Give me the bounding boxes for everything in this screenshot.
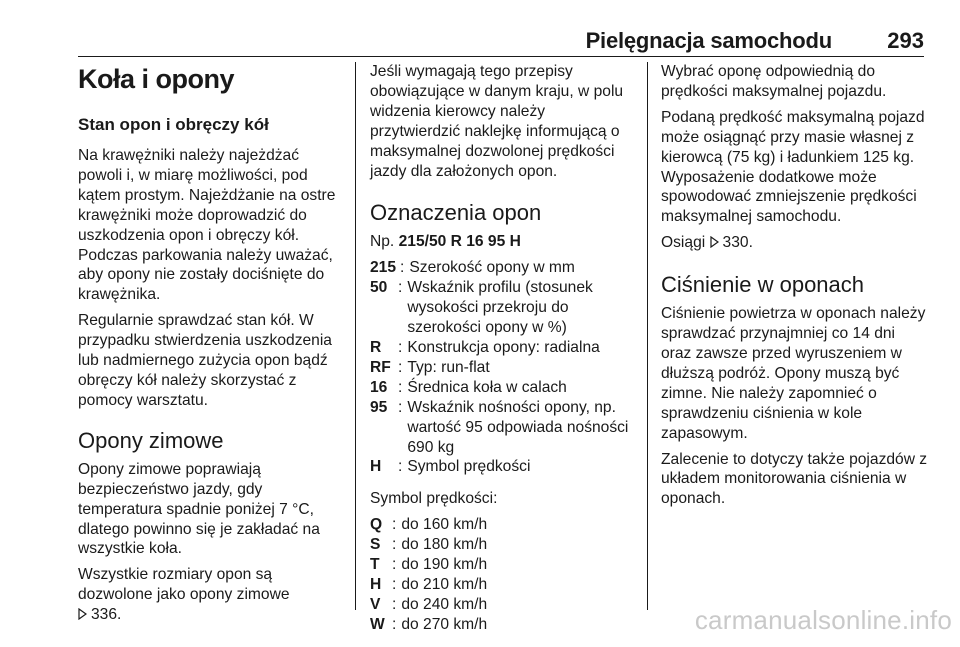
code-term: H: [370, 458, 382, 476]
code-description: do 270 km/h: [401, 615, 488, 633]
paragraph: Wybrać oponę odpowiednią do prędkości maksymalnej pojazdu.: [661, 63, 887, 100]
code-separator: :: [392, 595, 397, 613]
code-term: S: [370, 536, 381, 554]
example-code: 215/50 R 16 95 H: [398, 233, 521, 251]
list-item: [370, 515, 638, 535]
subsection-heading: Stan opon i obręczy kół: [78, 115, 269, 134]
list-item: [370, 575, 638, 595]
code-description: Szerokość opony w mm: [409, 259, 575, 277]
example-prefix: Np.: [370, 233, 395, 251]
page-reference-number: 330.: [722, 234, 753, 252]
paragraph: Zalecenie to dotyczy także pojazdów z układem monitorowania ciśnienia w oponach.: [661, 450, 928, 508]
list-item: [370, 258, 638, 278]
code-description: Typ: run-flat: [407, 358, 490, 376]
column-divider-1: [355, 62, 356, 610]
code-term: V: [370, 595, 381, 613]
column-1: [78, 62, 344, 631]
code-term: 16: [370, 378, 388, 396]
column-divider-2: [647, 62, 648, 610]
code-term: Q: [370, 516, 383, 534]
speed-code-list: [370, 515, 638, 634]
header-title: Pielęgnacja samochodu: [585, 28, 832, 53]
code-separator: :: [398, 358, 403, 376]
paragraph: Opony zimowe poprawiają bezpieczeństwo jazdy, gdy temperatura spadnie poniżej 7 °C, dlatego powinno się je zakładać na wszystkie koła.: [78, 460, 320, 558]
column-3: [661, 62, 929, 515]
code-term: W: [370, 615, 385, 633]
paragraph: Regularnie sprawdzać stan kół. W przypadku stwierdzenia uszkodzenia lub nadmiernego zużycia opon bądź obręczy kół należy skorzystać z pomocy warsztatu.: [78, 312, 332, 409]
code-description: do 210 km/h: [401, 575, 488, 593]
code-separator: :: [398, 398, 403, 416]
code-term: H: [370, 575, 382, 593]
paragraph: Jeśli wymagają tego przepisy obowiązujące w danym kraju, w polu widzenia kierowcy należy przytwierdzić naklejkę informującą o maksymalnej dozwolonej prędkości jazdy dla założonych opon.: [370, 63, 624, 180]
header-rule: [78, 56, 924, 57]
code-separator: :: [398, 338, 403, 356]
tire-code-list: [370, 258, 638, 477]
code-description: do 240 km/h: [401, 595, 488, 613]
paragraph: [78, 565, 344, 625]
list-item: [370, 615, 638, 635]
code-separator: :: [392, 615, 397, 633]
list-item: [370, 378, 638, 398]
list-item: [370, 535, 638, 555]
code-separator: :: [398, 378, 403, 396]
code-description: Symbol prędkości: [407, 458, 531, 476]
list-item: [370, 457, 638, 477]
list-item: [370, 595, 638, 615]
code-separator: :: [392, 516, 397, 534]
list-item: [370, 398, 638, 458]
winter-tires-heading: Opony zimowe: [78, 427, 224, 453]
code-term: 50: [370, 279, 388, 297]
speed-symbol-intro: Symbol prędkości:: [370, 490, 498, 508]
page-number: 293: [887, 28, 924, 53]
code-term: T: [370, 556, 380, 574]
code-separator: :: [392, 556, 397, 574]
list-item: [370, 555, 638, 575]
code-description: do 190 km/h: [401, 556, 488, 574]
code-description: do 160 km/h: [401, 516, 488, 534]
paragraph-text: Wszystkie rozmiary opon są dozwolone jako opony zimowe: [78, 566, 290, 604]
paragraph: Ciśnienie powietrza w oponach należy sprawdzać przynajmniej co 14 dni oraz zawsze przed wyruszeniem w dłuższą podróż. Opony muszą być zimne. Nie należy zapomnieć o sprawdzeniu ciśnienia w kole zapasowym.: [661, 305, 926, 442]
code-separator: :: [398, 279, 403, 297]
watermark: carmanualsonline.info: [694, 605, 952, 635]
code-description: Wskaźnik nośności opony, np. wartość 95 odpowiada nośności 690 kg: [407, 398, 629, 456]
tire-pressure-heading: Ciśnienie w oponach: [661, 272, 865, 298]
code-separator: :: [400, 259, 405, 277]
list-item: [370, 338, 638, 358]
code-separator: :: [392, 536, 397, 554]
triangle-arrow-icon: [78, 608, 87, 620]
code-term: RF: [370, 358, 391, 376]
tire-markings-heading: Oznaczenia opon: [370, 200, 542, 226]
column-2: [370, 62, 638, 647]
paragraph: [661, 233, 929, 253]
code-separator: :: [392, 575, 397, 593]
code-description: Średnica koła w calach: [407, 378, 567, 396]
page-reference-link[interactable]: [78, 606, 121, 623]
page-reference-link[interactable]: [710, 234, 753, 251]
reference-label: Osiągi: [661, 234, 706, 252]
code-description: Konstrukcja opony: radialna: [407, 338, 600, 356]
code-description: Wskaźnik profilu (stosunek wysokości przekroju do szerokości opony w %): [407, 279, 593, 337]
section-title: Koła i opony: [78, 64, 234, 94]
code-separator: :: [398, 458, 403, 476]
paragraph: Na krawężniki należy najeżdżać powoli i, w miarę możliwości, pod kątem prostym. Najeżdżanie na ostre krawężniki może doprowadzić do uszkodzenia opon i obręczy kół. Podczas parkowania należy uważać, aby opony nie zostały dociśnięte do krawężnika.: [78, 147, 336, 304]
tire-code-example: [370, 232, 638, 252]
list-item: [370, 278, 638, 338]
code-description: do 180 km/h: [401, 536, 488, 554]
triangle-arrow-icon: [710, 236, 719, 248]
code-term: R: [370, 338, 382, 356]
code-term: 215: [370, 259, 397, 277]
code-term: 95: [370, 398, 388, 416]
page-reference-number: 336.: [91, 606, 122, 624]
list-item: [370, 358, 638, 378]
paragraph: Podaną prędkość maksymalną pojazd może osiągnąć przy masie własnej z kierowcą (75 kg) i ładunkiem 125 kg. Wyposażenie dodatkowe może spowodować zmniejszenie prędkości maksymalnej samochodu.: [661, 108, 925, 226]
page-header: [78, 22, 924, 56]
